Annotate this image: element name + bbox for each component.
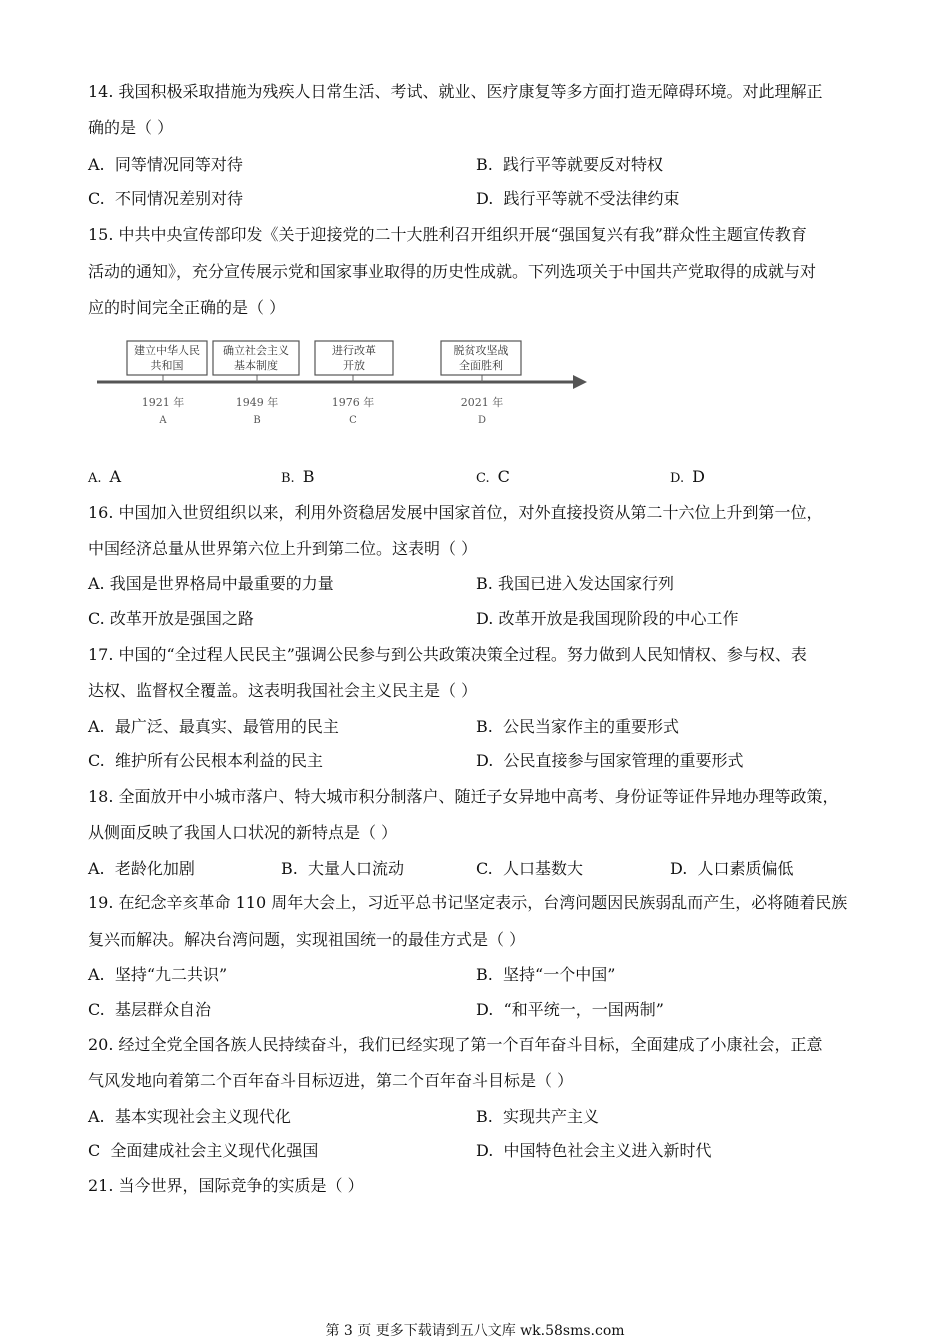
timeline-letter-a: A <box>159 415 167 426</box>
timeline-box-d-line1: 脱贫攻坚战 <box>453 344 509 357</box>
timeline-box-b-line2: 基本制度 <box>234 359 278 372</box>
q15-option-b: B. B <box>281 467 315 486</box>
timeline-year-b: 1949 年 <box>235 396 279 409</box>
q15-stem-line1: 15. 中共中央宣传部印发《关于迎接党的二十大胜利召开组织开展“强国复兴有我”群众性主题宣传教育 <box>88 225 807 244</box>
q20-stem-line2: 气风发地向着第二个百年奋斗目标迈进，第二个百年奋斗目标是（ ） <box>88 1071 574 1090</box>
timeline-box-d-line2: 全面胜利 <box>459 359 503 372</box>
q18-option-a: A. 老龄化加剧 <box>88 859 195 878</box>
q20-option-c: C 全面建成社会主义现代化强国 <box>88 1141 319 1160</box>
timeline-box-b-line1: 确立社会主义 <box>223 344 289 357</box>
timeline-letter-c: C <box>349 415 357 426</box>
q15-stem-line2: 活动的通知》，充分宣传展示党和国家事业取得的历史性成就。下列选项关于中国共产党取得的成就与对 <box>88 262 817 281</box>
q17-stem-line2: 达权、监督权全覆盖。这表明我国社会主义民主是（ ） <box>88 681 478 700</box>
q20-stem-line1: 20. 经过全党全国各族人民持续奋斗，我们已经实现了第一个百年奋斗目标，全面建成了小康社会，正意 <box>88 1035 823 1054</box>
timeline-arrowhead <box>573 375 587 389</box>
q18-option-c: C. 人口基数大 <box>476 859 583 878</box>
timeline-letter-b: B <box>253 415 261 426</box>
q16-option-d: D. 改革开放是我国现阶段的中心工作 <box>476 609 739 628</box>
q15-timeline-figure <box>95 335 595 430</box>
q19-option-b: B. 坚持“一个中国” <box>476 965 616 984</box>
timeline-year-a: 1921 年 <box>141 396 185 409</box>
q16-stem-line1: 16. 中国加入世贸组织以来，利用外资稳居发展中国家首位，对外直接投资从第二十六位上升到第一位， <box>88 503 823 522</box>
q14-option-b: B. 践行平等就要反对特权 <box>476 155 664 174</box>
q17-option-c: C. 维护所有公民根本利益的民主 <box>88 751 323 770</box>
timeline-year-c: 1976 年 <box>331 396 375 409</box>
q14-option-a: A. 同等情况同等对待 <box>88 155 243 174</box>
timeline-box-a-line1: 建立中华人民 <box>134 344 200 357</box>
q20-option-d: D. 中国特色社会主义进入新时代 <box>476 1141 712 1160</box>
timeline-box-c-line2: 开放 <box>343 359 365 372</box>
q16-stem-line2: 中国经济总量从世界第六位上升到第二位。这表明（ ） <box>88 539 478 558</box>
q20-option-b: B. 实现共产主义 <box>476 1107 600 1126</box>
page-footer: 第 3 页 更多下载请到五八文库 wk.58sms.com <box>325 1323 625 1339</box>
q15-option-d: D. D <box>670 467 705 486</box>
q14-stem-line2: 确的是（ ） <box>88 118 174 137</box>
q14-option-d: D. 践行平等就不受法律约束 <box>476 189 680 208</box>
q17-option-b: B. 公民当家作主的重要形式 <box>476 717 680 736</box>
q17-stem-line1: 17. 中国的“全过程人民民主”强调公民参与到公共政策决策全过程。努力做到人民知情权、参与权、表 <box>88 645 807 664</box>
q18-option-b: B. 大量人口流动 <box>281 859 405 878</box>
q18-stem-line2: 从侧面反映了我国人口状况的新特点是（ ） <box>88 823 398 842</box>
q16-option-c: C. 改革开放是强国之路 <box>88 609 254 628</box>
q14-option-c: C. 不同情况差别对待 <box>88 189 243 208</box>
q18-option-d: D. 人口素质偏低 <box>670 859 794 878</box>
q15-option-c: C. C <box>476 467 510 486</box>
q16-option-a: A. 我国是世界格局中最重要的力量 <box>88 574 334 593</box>
q15-option-a: A. A <box>88 467 122 486</box>
q21-stem-line1: 21. 当今世界，国际竞争的实质是（ ） <box>88 1176 364 1195</box>
q20-option-a: A. 基本实现社会主义现代化 <box>88 1107 291 1126</box>
q19-stem-line2: 复兴而解决。解决台湾问题，实现祖国统一的最佳方式是（ ） <box>88 930 526 949</box>
q19-stem-line1: 19. 在纪念辛亥革命 110 周年大会上，习近平总书记坚定表示，台湾问题因民族弱乱而产生，必将随着民族 <box>88 893 848 912</box>
timeline-year-d: 2021 年 <box>460 396 504 409</box>
q17-option-d: D. 公民直接参与国家管理的重要形式 <box>476 751 744 770</box>
timeline-box-c-line1: 进行改革 <box>332 344 376 357</box>
q19-option-c: C. 基层群众自治 <box>88 1000 211 1019</box>
q17-option-a: A. 最广泛、最真实、最管用的民主 <box>88 717 339 736</box>
q15-stem-line3: 应的时间完全正确的是（ ） <box>88 298 286 317</box>
timeline-box-a-line2: 共和国 <box>150 359 184 372</box>
timeline-letter-d: D <box>477 415 487 426</box>
q16-option-b: B. 我国已进入发达国家行列 <box>476 574 674 593</box>
q14-stem-line1: 14. 我国积极采取措施为残疾人日常生活、考试、就业、医疗康复等多方面打造无障碍环境。对此理解正 <box>88 82 823 101</box>
q18-stem-line1: 18. 全面放开中小城市落户、特大城市积分制落户、随迁子女异地中高考、身份证等证件异地办理等政策， <box>88 787 839 806</box>
q19-option-d: D. “和平统一，一国两制” <box>476 1000 664 1019</box>
q19-option-a: A. 坚持“九二共识” <box>88 965 228 984</box>
